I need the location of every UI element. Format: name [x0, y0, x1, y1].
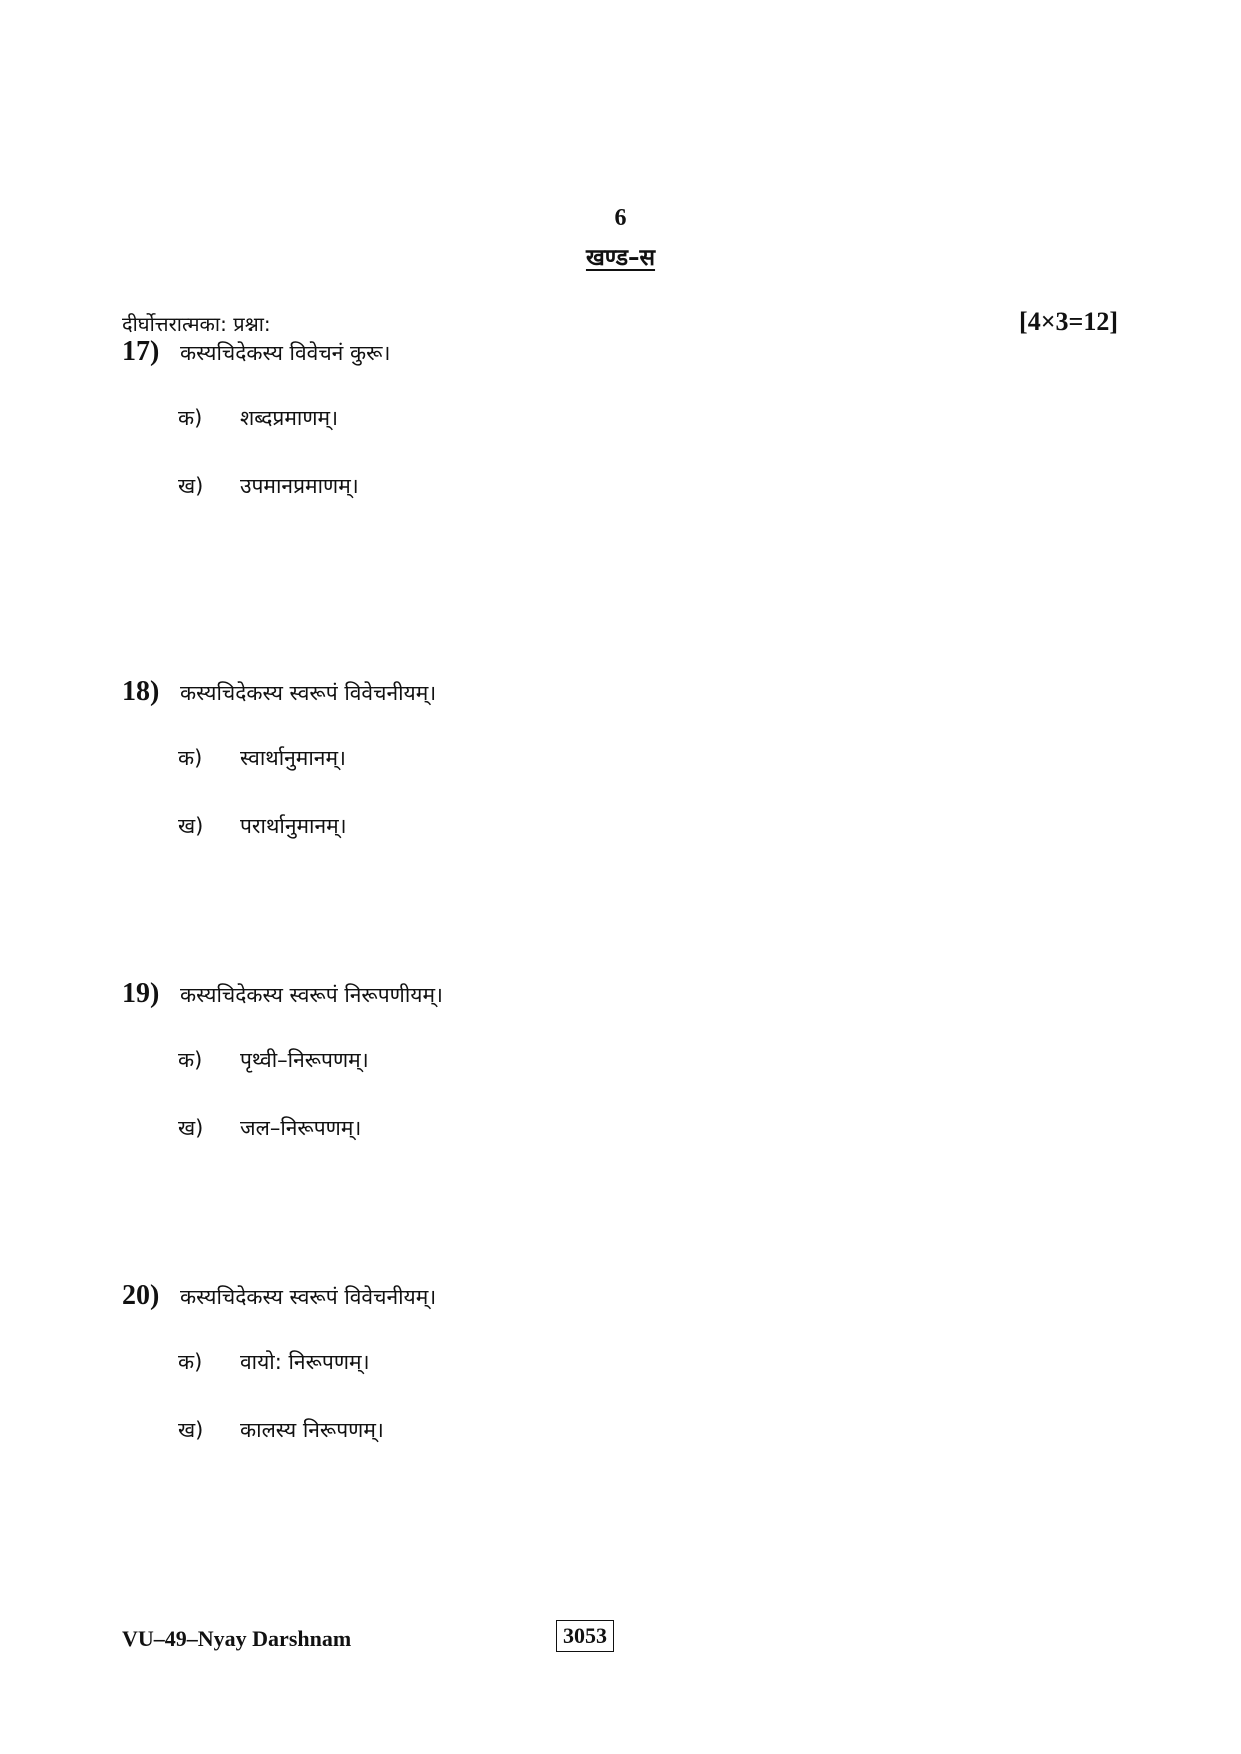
option-text: पृथ्वी–निरूपणम्। [240, 1048, 369, 1072]
option-label: ख) [178, 814, 204, 838]
question-text: कस्यचिदेकस्य विवेचनं कुरू। [180, 341, 391, 365]
section-title: खण्ड–स [585, 245, 656, 271]
option-text: परार्थानुमानम्। [240, 814, 347, 838]
page-number: 6 [614, 205, 627, 231]
option-kha [178, 812, 1122, 852]
option-ka [178, 404, 1122, 444]
option-label: क) [178, 746, 203, 770]
option-label: क) [178, 406, 203, 430]
option-label: ख) [178, 474, 204, 498]
question-20 [122, 1280, 1122, 1456]
marks-scheme: [4×3=12] [1019, 307, 1118, 336]
question-number: 17) [122, 336, 160, 367]
option-label: ख) [178, 1418, 204, 1442]
question-19 [122, 978, 1122, 1154]
question-number: 20) [122, 1280, 160, 1311]
question-text: कस्यचिदेकस्य स्वरूपं विवेचनीयम्। [180, 681, 437, 705]
question-17 [122, 336, 1122, 512]
option-ka [178, 744, 1122, 784]
question-number: 18) [122, 676, 160, 707]
instruction: दीर्घोत्तरात्मका: प्रश्ना: [122, 312, 271, 336]
question-number: 19) [122, 978, 160, 1009]
option-kha [178, 472, 1122, 512]
option-text: कालस्य निरूपणम्। [240, 1418, 384, 1442]
question-18 [122, 676, 1122, 852]
option-text: स्वार्थानुमानम्। [240, 746, 346, 770]
footer-paper-name: VU–49–Nyay Darshnam [122, 1626, 352, 1651]
option-text: शब्दप्रमाणम्। [240, 406, 339, 430]
option-ka [178, 1046, 1122, 1086]
option-kha [178, 1416, 1122, 1456]
question-text: कस्यचिदेकस्य स्वरूपं विवेचनीयम्। [180, 1285, 437, 1309]
question-text: कस्यचिदेकस्य स्वरूपं निरूपणीयम्। [180, 983, 443, 1007]
option-label: क) [178, 1048, 203, 1072]
option-label: ख) [178, 1116, 204, 1140]
option-ka [178, 1348, 1122, 1388]
option-text: उपमानप्रमाणम्। [240, 474, 359, 498]
option-text: वायो: निरूपणम्। [240, 1350, 370, 1374]
footer-paper-code: 3053 [556, 1620, 614, 1652]
option-kha [178, 1114, 1122, 1154]
option-text: जल–निरूपणम्। [240, 1116, 362, 1140]
option-label: क) [178, 1350, 203, 1374]
